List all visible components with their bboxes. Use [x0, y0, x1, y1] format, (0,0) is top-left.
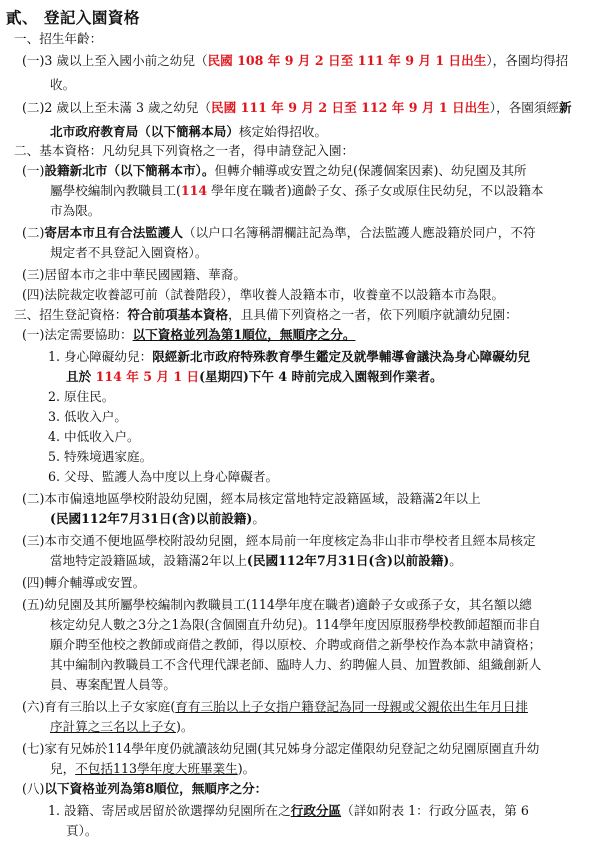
- eligibility-item-3: (三)本市交通不便地區學校附設幼兒園，經本局前一年度核定為非山非市學校者且經本局核定: [22, 533, 536, 548]
- eligibility-item-7: (七)家有兄姊於114學年度仍就讀該幼兒園(其兄姊身分認定僅限幼兒登記之幼兒園原園直升幼: [22, 741, 540, 756]
- basic-heading: 二、基本資格：凡幼兒具下列資格之一者，得申請登記入園：: [14, 143, 355, 158]
- eligibility-item-1: (一)法定需要協助：以下資格並列為第1順位，無順序之分。: [22, 327, 356, 342]
- basic-item-1: (一)設籍新北市（以下簡稱本市）。但轉介輔導或安置之幼兒(保護個案因素)、幼兒園及其所: [22, 163, 527, 178]
- eligibility-item-4: (四)轉介輔導或安置。: [22, 575, 146, 590]
- section-title: 貳、 登記入園資格: [6, 8, 140, 27]
- basic-item-1-cont: 屬學校編制內教職員工(114 學年度在職者)適齡子女、孫子女或原住民幼兒，不以設籍本: [50, 183, 544, 198]
- priority-1-indigenous: 2. 原住民。: [48, 389, 115, 404]
- priority-1-mid-low-income: 4. 中低收入户。: [48, 429, 140, 444]
- priority-8-district-cont: 頁）。: [66, 823, 98, 838]
- basic-item-2: (二)寄居本市且有合法監護人（以户口名簿稱謂欄註記為準，合法監護人應設籍於同户，不符: [22, 225, 536, 240]
- age-item-1-cont: 收。: [50, 77, 76, 92]
- priority-1-low-income: 3. 低收入户。: [48, 409, 127, 424]
- basic-item-1-cont2: 市為限。: [50, 203, 101, 218]
- eligibility-item-5-cont: 核定幼兒人數之3分之1為限(含個園直升幼兒)。114學年度因原服務學校教師超額而非自: [50, 617, 541, 632]
- age-item-2-cont: 北市政府教育局（以下簡稱本局）核定始得招收。: [50, 124, 328, 139]
- eligibility-item-8: (八)以下資格並列為第8順位，無順序之分：: [22, 781, 268, 796]
- eligibility-item-5-cont2: 願介聘至他校之教師或商借之教師，得以原校、介聘或商借之新學校作為本款申請資格；: [50, 637, 542, 652]
- age-item-2: (二)2 歲以上至未滿 3 歲之幼兒（民國 111 年 9 月 2 日至 112 年 9 月 1 日出生），各園須經新: [22, 100, 572, 115]
- age-item-1: (一)3 歲以上至入國小前之幼兒（民國 108 年 9 月 2 日至 111 年 9 月 1 日出生），各園均得招: [22, 53, 569, 68]
- eligibility-item-5-cont3: 其中編制內教職員工不含代理代課老師、臨時人力、約聘僱人員、加置教師、組織創新人: [50, 657, 542, 672]
- basic-item-3: (三)居留本市之非中華民國國籍、華裔。: [22, 267, 246, 282]
- eligibility-item-2: (二)本市偏遠地區學校附設幼兒園，經本局核定當地特定設籍區域，設籍滿2年以上: [22, 491, 481, 506]
- eligibility-item-2-cont: (民國112年7月31日(含)以前設籍)。: [50, 511, 265, 526]
- basic-item-4: (四)法院裁定收養認可前（試養階段），準收養人設籍本市，收養童不以設籍本市為限。: [22, 287, 505, 302]
- priority-1-disability: 1. 身心障礙幼兒：限經新北市政府特殊教育學生鑑定及就學輔導會議決為身心障礙幼兒: [48, 349, 530, 364]
- eligibility-item-5: (五)幼兒園及其所屬學校編制內教職員工(114學年度在職者)適齡子女或孫子女，其名額以總: [22, 597, 532, 612]
- eligibility-item-3-cont: 當地特定設籍區域，設籍滿2年以上(民國112年7月31日(含)以前設籍)。: [50, 553, 462, 568]
- eligibility-item-6-cont: 序計算之三名以上子女)。: [50, 719, 194, 734]
- priority-1-disability-cont: 且於 114 年 5 月 1 日(星期四)下午 4 時前完成入園報到作業者。: [66, 369, 443, 384]
- eligibility-heading: 三、招生登記資格：符合前項基本資格，且具備下列資格之一者，依下列順序就讀幼兒園：: [14, 307, 518, 322]
- priority-1-disabled-parent: 6. 父母、監護人為中度以上身心障礙者。: [48, 469, 279, 484]
- priority-8-district: 1. 設籍、寄居或居留於欲選擇幼兒園所在之行政分區（詳如附表 1：行政分區表，第 6: [48, 803, 529, 818]
- priority-1-special-family: 5. 特殊境遇家庭。: [48, 449, 153, 464]
- age-heading: 一、招生年齡：: [14, 31, 103, 46]
- eligibility-item-6: (六)育有三胎以上子女家庭(育有三胎以上子女指户籍登記為同一母親或父親依出生年月日排: [22, 699, 528, 714]
- basic-item-2-cont: 規定者不具登記入園資格）。: [50, 245, 208, 260]
- eligibility-item-5-cont4: 員、專案配置人員等。: [50, 677, 176, 692]
- eligibility-item-7-cont: 兒，不包括113學年度大班畢業生)。: [50, 761, 256, 776]
